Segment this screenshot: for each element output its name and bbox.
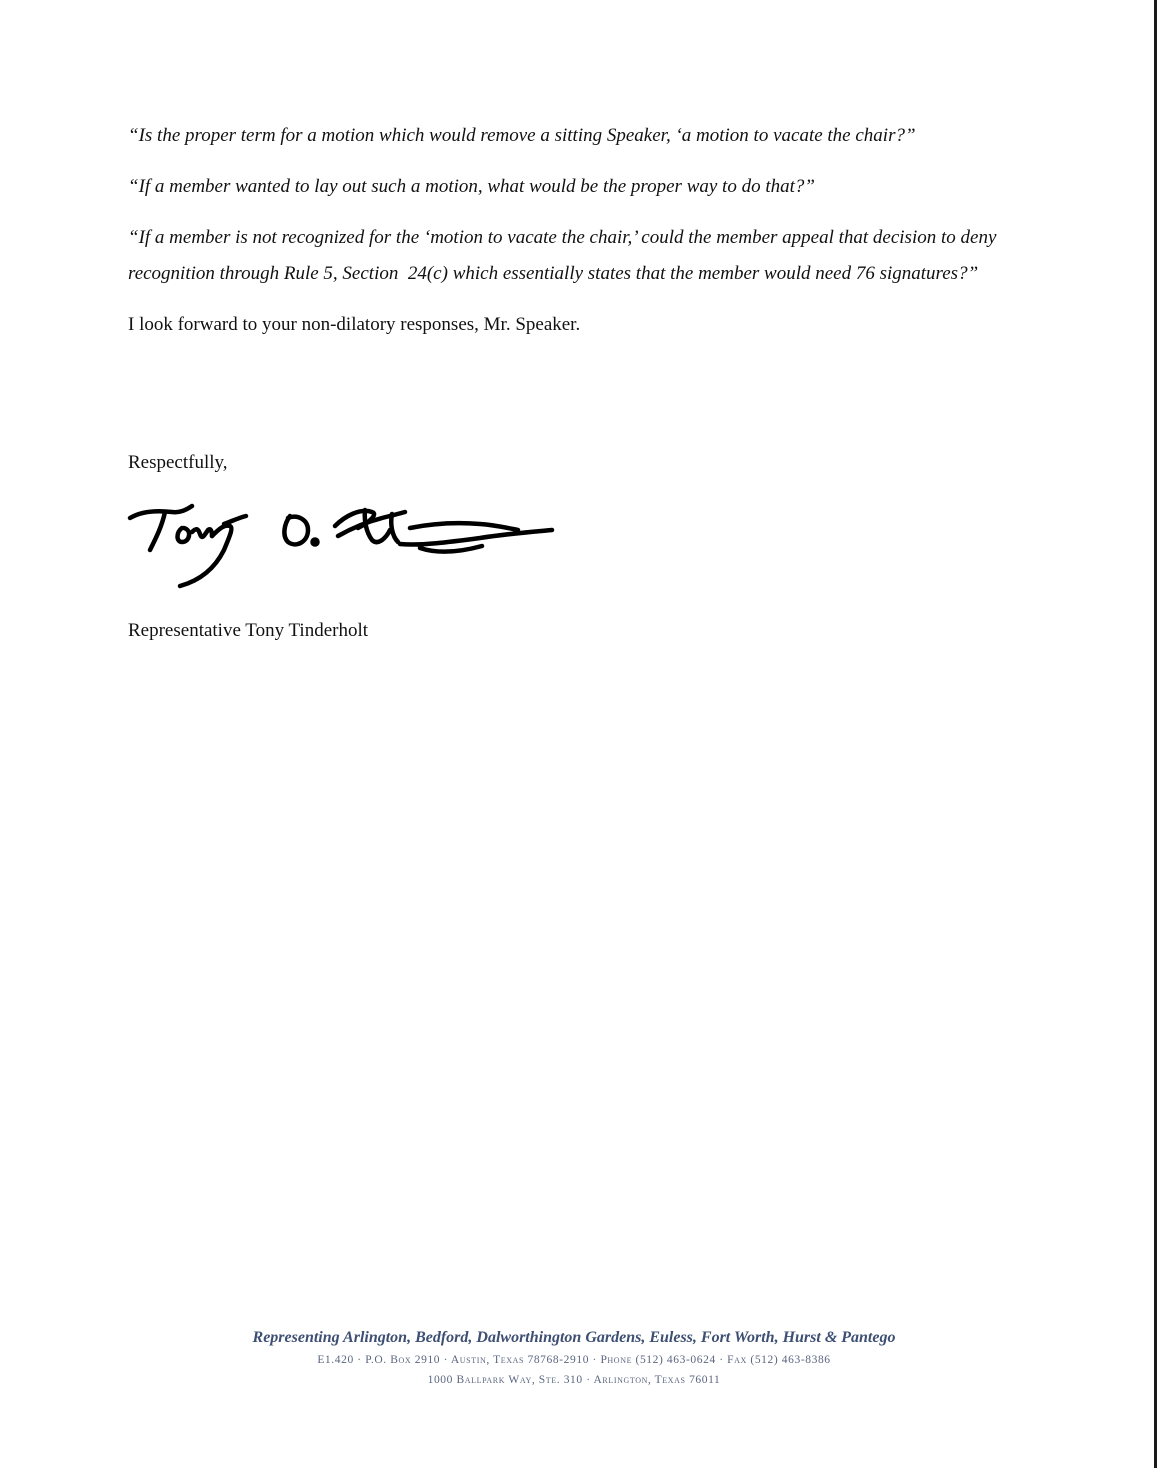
- letterhead-footer: [0, 1326, 1148, 1390]
- question-lay-out-motion: “If a member wanted to lay out such a motion, what would be the proper way to do that?”: [128, 176, 815, 197]
- closing-line: I look forward to your non-dilatory responses, Mr. Speaker.: [128, 314, 581, 335]
- sign-off: Respectfully,: [128, 452, 228, 473]
- footer-address-line-1: E1.420 · P.O. Box 2910 · Austin, Texas 78768-2910 · Phone (512) 463-0624 · Fax (512) 463-8386: [317, 1354, 831, 1366]
- handwritten-signature: [120, 488, 570, 598]
- signer-name: Representative Tony Tinderholt: [128, 620, 369, 641]
- letter-body: [128, 118, 1028, 343]
- footer-districts: Representing Arlington, Bedford, Dalworthington Gardens, Euless, Fort Worth, Hurst & Pantego: [252, 1329, 896, 1346]
- question-vacate-term: “Is the proper term for a motion which would remove a sitting Speaker, ‘a motion to vacate the chair?”: [128, 125, 916, 146]
- footer-address-line-2: 1000 Ballpark Way, Ste. 310 · Arlington, Texas 76011: [427, 1374, 721, 1386]
- question-appeal-recognition: “If a member is not recognized for the ‘motion to vacate the chair,’ could the member appeal that decision to deny recognition through Rule 5, Section 24(c) which essentially states that the member would need 76 signatures?”: [128, 227, 1002, 284]
